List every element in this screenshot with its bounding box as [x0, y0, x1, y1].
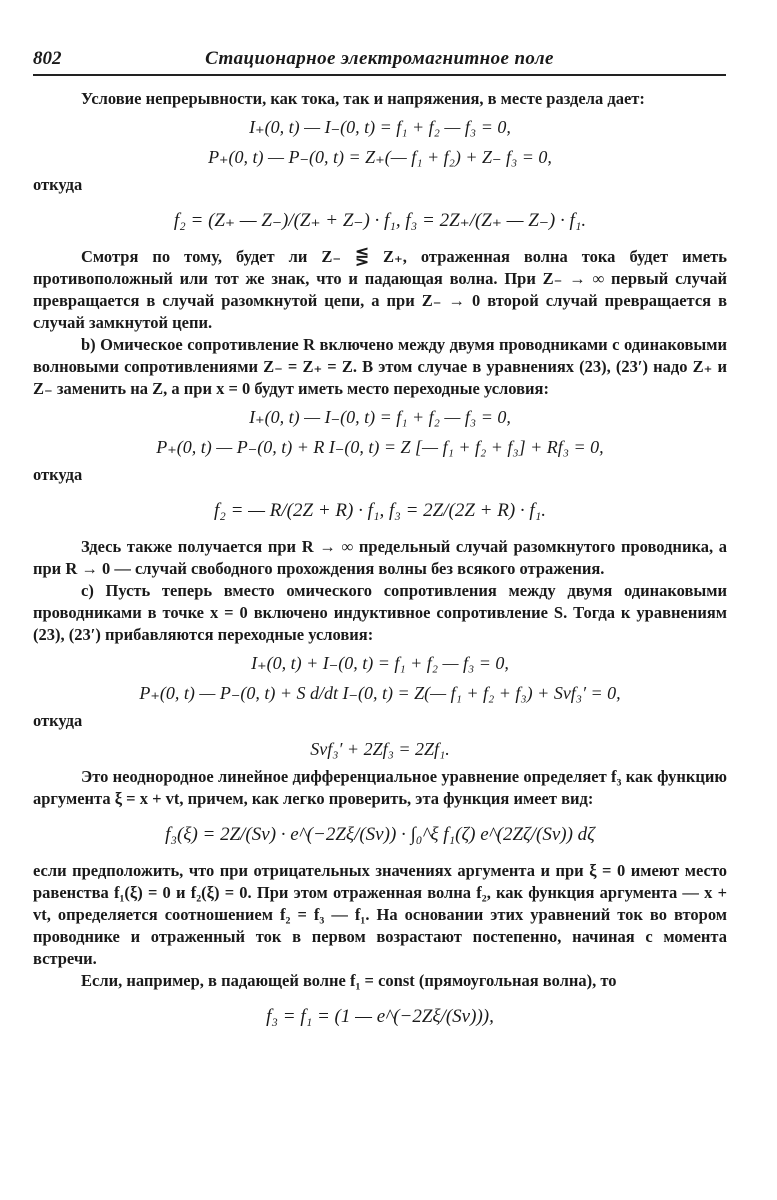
equation-current: I₊(0, t) — I₋(0, t) = f₁ + f₂ — f₃ = 0,	[249, 117, 511, 137]
equation-b-result: f₂ = — R/(2Z + R) · f₁, f₃ = 2Z/(2Z + R) · f₁.	[213, 500, 547, 521]
word-otkuda: откуда	[33, 465, 83, 484]
page-body	[33, 88, 727, 1042]
equation-c-voltage: P₊(0, t) — P₋(0, t) + S d/dt I₋(0, t) = Z(— f₁ + f₂ + f₃) + Svf₃′ = 0,	[139, 683, 621, 703]
page-number: 802	[33, 48, 62, 69]
paragraph-continuity-condition: Условие непрерывности, как тока, так и напряжения, в месте раздела дает:	[81, 89, 645, 108]
equation-voltage: P₊(0, t) — P₋(0, t) = Z₊(— f₁ + f₂) + Z₋ f₃ = 0,	[208, 147, 552, 167]
paragraph-case-c: c) Пусть теперь вместо омического сопротивления между двумя одинаковыми проводниками в точке x = 0 включено индуктивное сопротивление S. Тогда к уравнениям (23), (23′) прибавляются переходные условия:	[33, 581, 727, 644]
equation-c-current: I₊(0, t) + I₋(0, t) = f₁ + f₂ — f₃ = 0,	[251, 653, 509, 673]
word-otkuda: откуда	[33, 175, 83, 194]
equation-b-current: I₊(0, t) — I₋(0, t) = f₁ + f₂ — f₃ = 0,	[249, 407, 511, 427]
equation-rectangular-wave: f₃ = f₁ = (1 — e^(−2Zξ/(Sv))),	[266, 1006, 494, 1027]
running-title: Стационарное электромагнитное поле	[205, 48, 554, 69]
equation-differential: Svf₃′ + 2Zf₃ = 2Zf₁.	[310, 739, 450, 759]
paragraph-inhomogeneous-equation: Это неоднородное линейное дифференциальное уравнение определяет f₃ как функцию аргумента ξ = x + vt, причем, как легко проверить, эта функция имеет вид:	[33, 767, 727, 808]
equation-b-voltage: P₊(0, t) — P₋(0, t) + R I₋(0, t) = Z [— f₁ + f₂ + f₃] + Rf₃ = 0,	[156, 437, 604, 457]
equation-integral-solution: f₃(ξ) = 2Z/(Sv) · e^(−2Zξ/(Sv)) · ∫₀^ξ f₁(ζ) e^(2Zζ/(Sv)) dζ	[165, 824, 595, 845]
equation-f2-f3: f₂ = (Z₊ — Z₋)/(Z₊ + Z₋) · f₁, f₃ = 2Z₊/(Z₊ — Z₋) · f₁.	[173, 210, 587, 231]
paragraph-limit-cases: Здесь также получается при R → ∞ предельный случай разомкнутого проводника, а при R → 0 — случай свободного прохождения волны без всякого отражения.	[33, 537, 727, 578]
paragraph-case-b: b) Омическое сопротивление R включено между двумя проводниками с одинаковыми волновыми сопротивлениями Z₋ = Z₊ = Z. В этом случае в уравнениях (23), (23′) надо Z₊ и Z₋ заменить на Z, а при x = 0 будут иметь место переходные условия:	[33, 335, 727, 398]
running-header	[33, 44, 726, 76]
word-otkuda: откуда	[33, 711, 83, 730]
paragraph-rectangular-wave: Если, например, в падающей волне f₁ = const (прямоугольная волна), то	[81, 971, 617, 990]
paragraph-reflected-wave: Смотря по тому, будет ли Z₋ ⋚ Z₊, отраженная волна тока будет иметь противоположный или тот же знак, что и падающая волна. При Z₋ → ∞ первый случай превращается в случай разомкнутой цепи, а при Z₋ → 0 второй случай превращается в случай замкнутой цепи.	[33, 247, 727, 332]
paragraph-initial-conditions: если предположить, что при отрицательных значениях аргумента и при ξ = 0 имеют место равенства f₁(ξ) = 0 и f₂(ξ) = 0. При этом отраженная волна f₂, как функция аргумента — x + vt, определяется соотношением f₂ = f₃ — f₁. На основании этих уравнений ток во втором проводнике и отраженный ток в первом возрастают постепенно, начиная с момента встречи.	[33, 861, 727, 968]
